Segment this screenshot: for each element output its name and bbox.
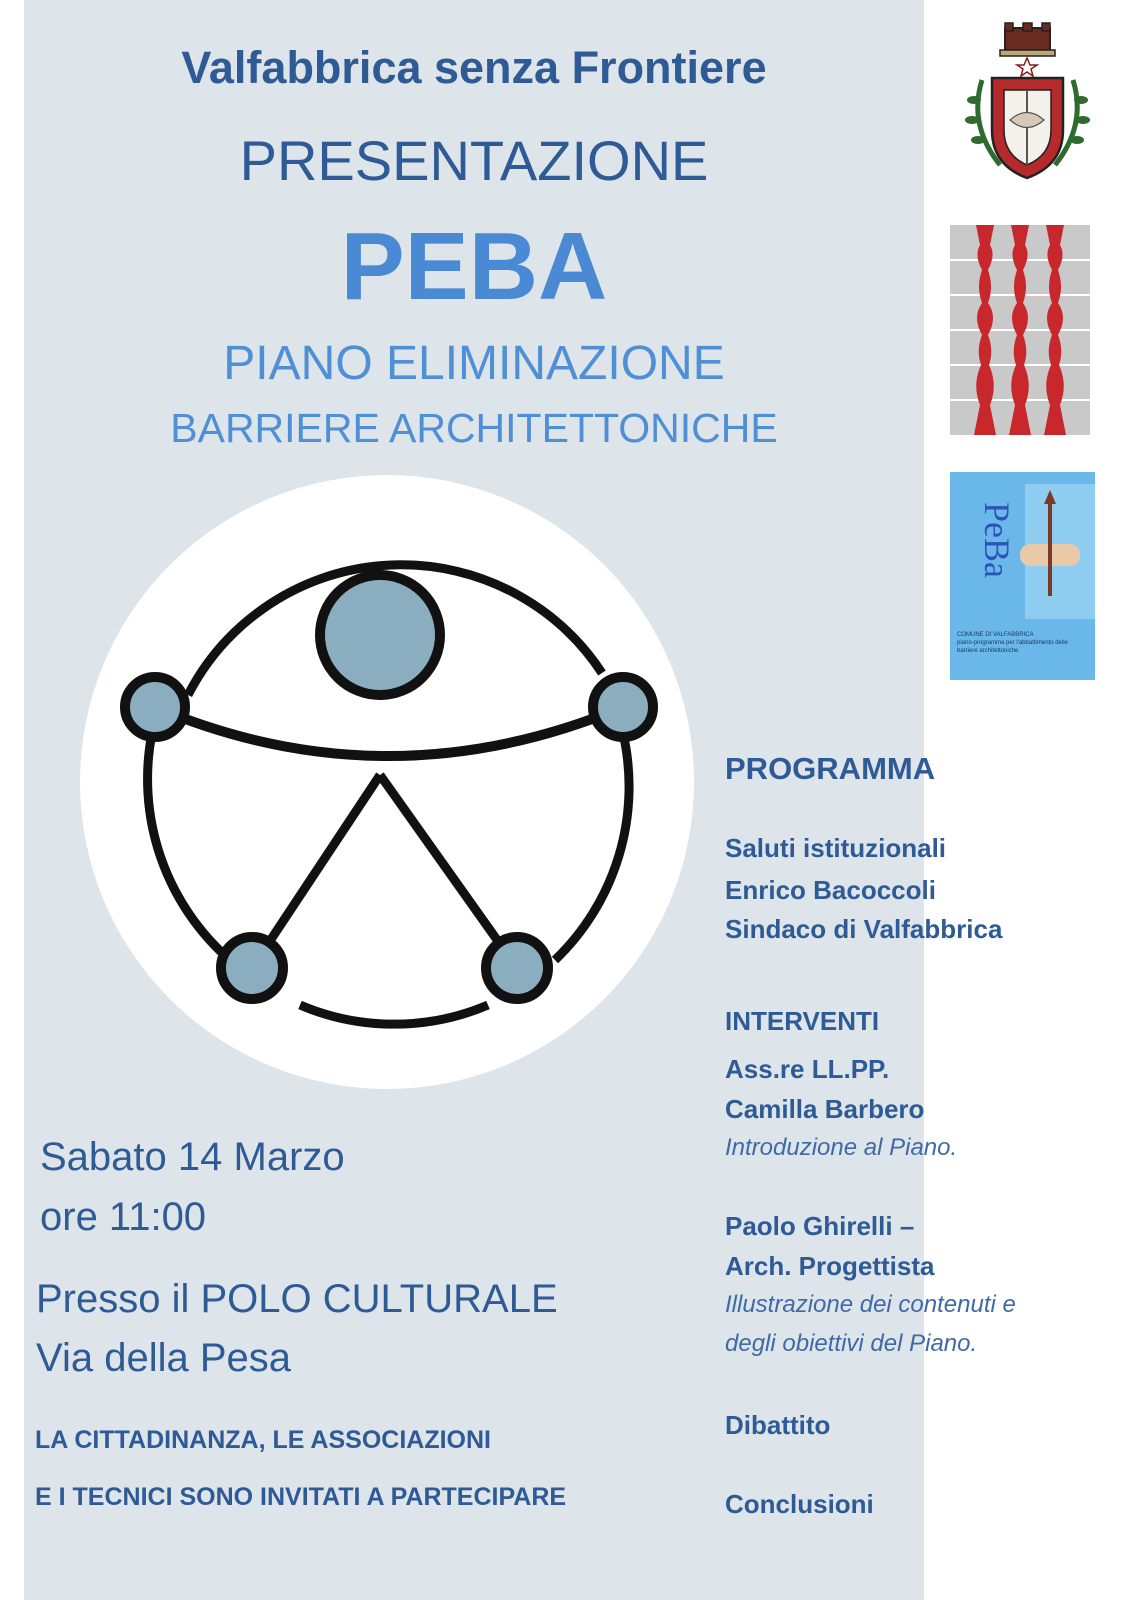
subtitle-line1: PIANO ELIMINAZIONE xyxy=(223,337,725,390)
org-title: Valfabbrica senza Frontiere xyxy=(181,42,767,93)
speaker2-role: Arch. Progettista xyxy=(725,1251,935,1281)
cover-line2: piano-programma per l'abbattimento delle xyxy=(957,640,1068,646)
speaker2-name: Paolo Ghirelli – xyxy=(725,1211,915,1241)
speaker1-name: Camilla Barbero xyxy=(725,1094,925,1124)
event-address: Via della Pesa xyxy=(36,1336,291,1380)
event-time: ore 11:00 xyxy=(40,1195,207,1239)
speaker1-topic: Introduzione al Piano. xyxy=(725,1134,958,1161)
saluti-heading: Saluti istituzionali xyxy=(725,833,947,863)
interventi-heading: INTERVENTI xyxy=(725,1006,880,1036)
dibattito-item: Dibattito xyxy=(725,1410,831,1440)
speaker2-topic-line2: degli obiettivi del Piano. xyxy=(725,1330,978,1357)
speaker1-role: Ass.re LL.PP. xyxy=(725,1054,890,1084)
programma-title: PROGRAMMA xyxy=(725,751,936,786)
cover-title: PeBa xyxy=(977,502,1017,578)
event-venue: Presso il POLO CULTURALE xyxy=(36,1277,558,1321)
saluti-name: Enrico Bacoccoli xyxy=(725,875,936,905)
presentazione-heading: PRESENTAZIONE xyxy=(239,129,709,192)
cover-line3: barriere architettoniche xyxy=(957,648,1019,654)
invite-line1: LA CITTADINANZA, LE ASSOCIAZIONI xyxy=(35,1426,491,1454)
event-date: Sabato 14 Marzo xyxy=(40,1135,345,1179)
invite-line2: E I TECNICI SONO INVITATI A PARTECIPARE xyxy=(35,1483,567,1511)
universal-accessibility-icon xyxy=(80,475,695,1090)
peba-title: PEBA xyxy=(340,213,608,320)
subtitle-line2: BARRIERE ARCHITETTONICHE xyxy=(170,405,778,451)
cover-line1: COMUNE DI VALFABBRICA xyxy=(957,632,1034,638)
saluti-role: Sindaco di Valfabbrica xyxy=(725,914,1003,944)
speaker2-topic-line1: Illustrazione dei contenuti e xyxy=(725,1291,1016,1318)
peba-cover-thumbnail xyxy=(950,472,1095,680)
umbria-region-logo xyxy=(950,225,1090,435)
conclusioni-item: Conclusioni xyxy=(725,1489,874,1519)
municipal-crest-icon xyxy=(960,20,1095,185)
